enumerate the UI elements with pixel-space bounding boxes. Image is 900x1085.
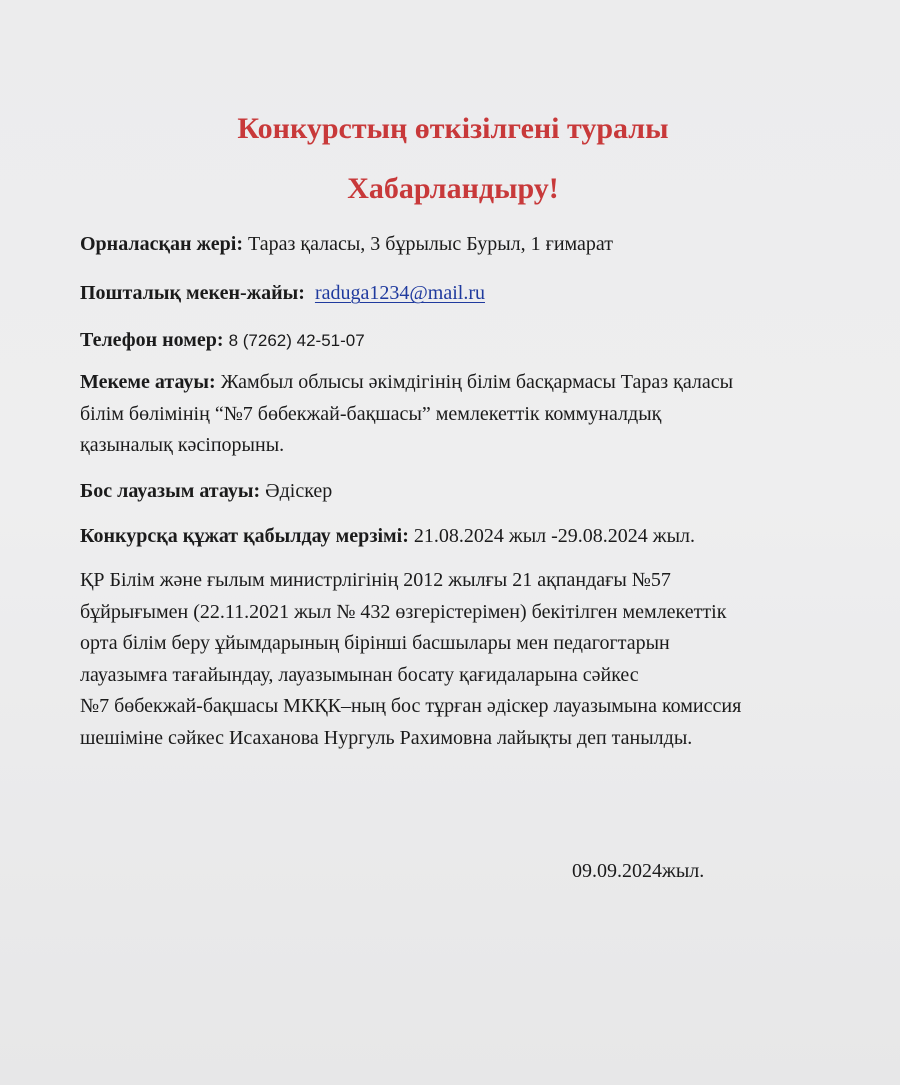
vacancy-row	[80, 476, 332, 507]
paragraph-line: бұйрығымен (22.11.2021 жыл № 432 өзгерістерімен) бекітілген мемлекеттік	[80, 600, 727, 623]
paragraph-line: №7 бөбекжай-бақшасы МКҚК–ның бос тұрған әдіскер лауазымына комиссия	[80, 695, 742, 717]
phone-row	[80, 325, 365, 356]
notice-title-line1: Конкурстың өткізілгені туралы	[237, 112, 669, 145]
location-value: Тараз қаласы, 3 бұрылыс Бурыл, 1 ғимарат	[247, 233, 614, 255]
paragraph-line: ҚР Білім және ғылым министрлігінің 2012 жылғы 21 ақпандағы №57	[80, 569, 671, 591]
vacancy-value: Әдіскер	[265, 480, 333, 502]
postal-label: Пошталық мекен-жайы:	[80, 282, 305, 304]
organization-line-1-text: Жамбыл облысы әкімдігінің білім басқармасы Тараз қаласы	[220, 371, 734, 393]
organization-line-2: білім бөлімінің “№7 бөбекжай-бақшасы” мемлекеттік коммуналдық	[80, 402, 662, 425]
decision-paragraph	[80, 565, 741, 754]
email-link[interactable]: raduga1234@mail.ru	[314, 282, 485, 304]
organization-block	[80, 367, 733, 462]
document-date: 09.09.2024жыл.	[572, 860, 705, 882]
deadline-row	[80, 521, 695, 552]
vacancy-label: Бос лауазым атауы:	[80, 480, 261, 502]
deadline-label: Конкурсқа құжат қабылдау мерзімі:	[80, 525, 409, 547]
organization-line-3: қазыналық кәсіпорыны.	[80, 434, 285, 456]
notice-title-line2: Хабарландыру!	[347, 172, 559, 205]
paragraph-line: шешіміне сәйкес Исаханова Нургуль Рахимовна лайықты деп танылды.	[80, 726, 693, 749]
location-row	[80, 229, 613, 260]
paragraph-line: орта білім беру ұйымдарының бірінші басшылары мен педагогтарын	[80, 632, 670, 654]
paragraph-line: лауазымға тағайындау, лауазымынан босату қағидаларына сәйкес	[80, 663, 639, 686]
deadline-value: 21.08.2024 жыл -29.08.2024 жыл.	[413, 525, 696, 547]
organization-line-1	[80, 367, 733, 399]
phone-label: Телефон номер:	[80, 329, 224, 351]
postal-row	[80, 278, 485, 309]
phone-value: 8 (7262) 42-51-07	[228, 331, 365, 350]
location-label: Орналасқан жері:	[80, 233, 243, 255]
organization-label: Мекеме атауы:	[80, 371, 216, 393]
